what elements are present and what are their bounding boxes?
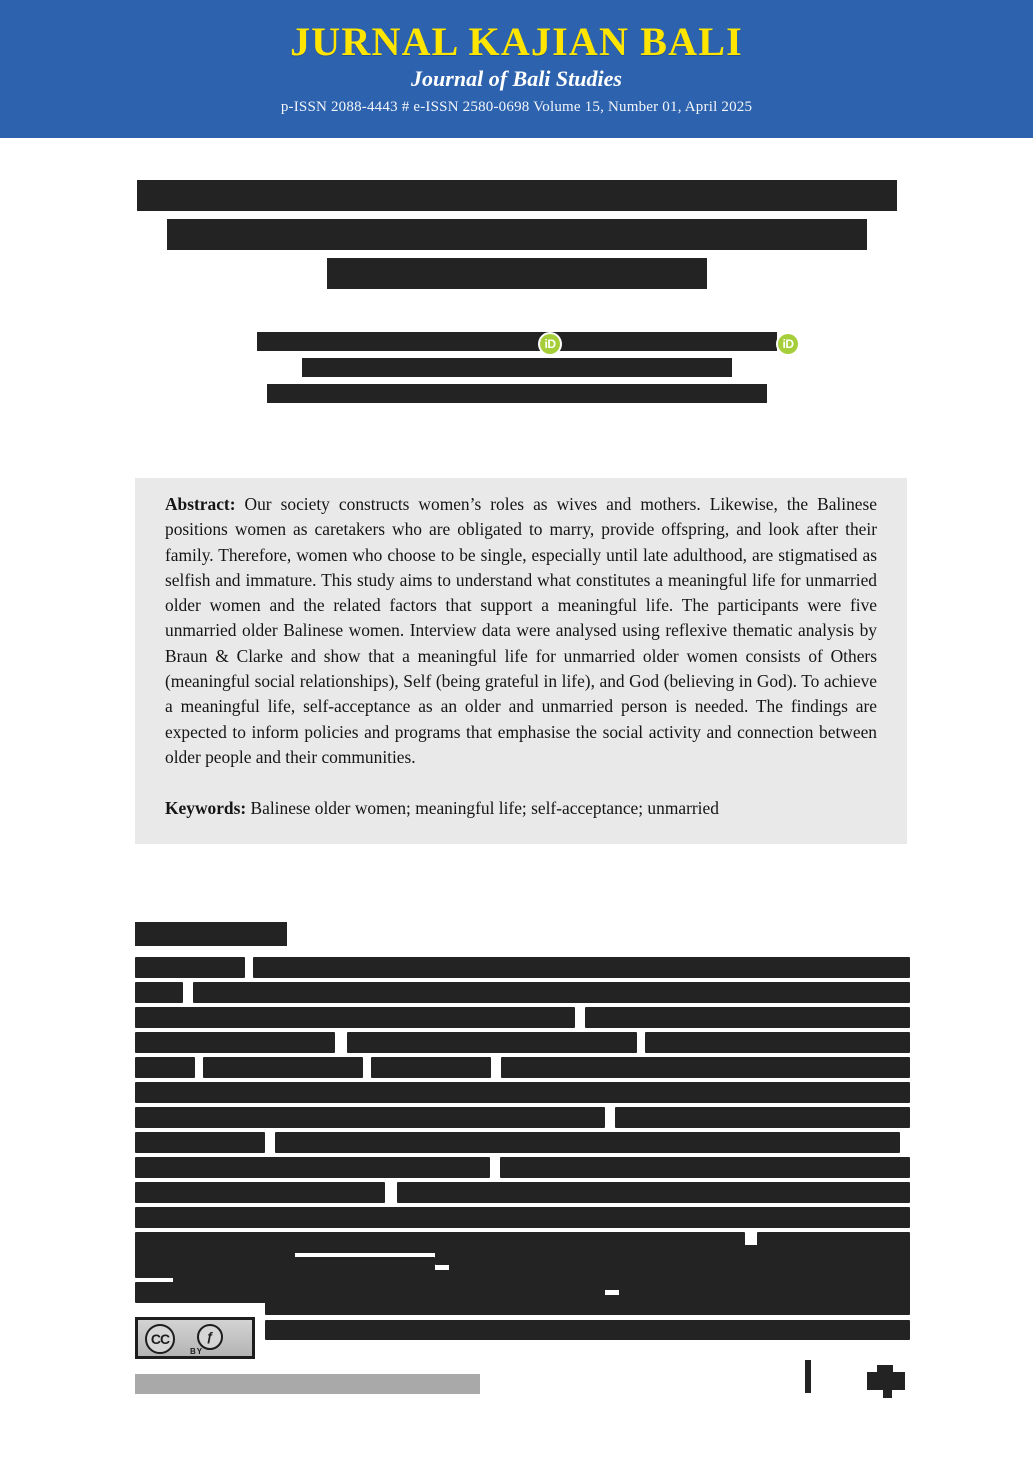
footer-line-2 xyxy=(135,1270,910,1290)
attribution-person-icon: ƒ xyxy=(197,1324,223,1350)
page-number-block xyxy=(867,1372,905,1390)
footer-line-1-seg-2 xyxy=(435,1245,910,1265)
keywords-paragraph xyxy=(165,796,877,821)
body-line-4-seg-3 xyxy=(645,1032,910,1053)
body-line-10-seg-2 xyxy=(397,1182,910,1203)
body-line-8-seg-1 xyxy=(135,1132,265,1153)
body-line-5-seg-4 xyxy=(501,1057,910,1078)
body-line-5-seg-3 xyxy=(371,1057,491,1078)
body-line-4-seg-1 xyxy=(135,1032,335,1053)
title-line-1 xyxy=(137,180,897,211)
footer-line-4-seg-1 xyxy=(265,1320,910,1340)
author-line-2 xyxy=(302,358,732,377)
body-line-7-seg-1 xyxy=(135,1107,605,1128)
journal-title: JURNAL KAJIAN BALI xyxy=(290,19,743,64)
cc-by-label: BY xyxy=(190,1347,204,1356)
body-line-11 xyxy=(135,1207,910,1228)
page-rule-tick xyxy=(805,1360,811,1393)
body-line-5-seg-2 xyxy=(203,1057,363,1078)
page-number-redacted xyxy=(805,1360,935,1405)
abstract-label: Abstract: xyxy=(165,494,236,514)
body-line-4 xyxy=(135,1032,910,1053)
abstract-body: Our society constructs women’s roles as wives and mothers. Likewise, the Balinese positions women as caretakers who are obligated to marry, provide offspring, and look after their family. Therefore, women who choose to be single, especially until late adulthood, are stigmatised as selfish and immature. This study aims to understand what constitutes a meaningful life for unmarried older women and the related factors that support a meaningful life. The participants were five unmarried older Balinese women. Interview data were analysed using reflexive thematic analysis by Braun & Clarke and show that a meaningful life for unmarried older women consists of Others (meaningful social relationships), Self (being grateful in life), and God (believing in God). To achieve a meaningful life, self-acceptance as an older and unmarried person is needed. The findings are expected to inform policies and programs that emphasise the social activity and connection between older people and their communities. xyxy=(165,494,877,767)
footer-line-1-seg-1 xyxy=(135,1245,295,1265)
journal-issn-volume-line: p-ISSN 2088-4443 # e-ISSN 2580-0698 Volume 15, Number 01, April 2025 xyxy=(280,99,753,115)
body-line-3 xyxy=(135,1007,910,1028)
orcid-id-icon-1[interactable]: iD xyxy=(540,334,560,354)
title-line-2 xyxy=(167,219,867,250)
title-line-3 xyxy=(327,258,707,289)
orcid-id-icon-2[interactable]: iD xyxy=(778,334,798,354)
body-line-1-seg-2 xyxy=(253,957,910,978)
body-line-11-seg-1 xyxy=(135,1207,910,1228)
body-line-5 xyxy=(135,1057,910,1078)
body-line-2-seg-3 xyxy=(393,982,910,1003)
body-line-10-seg-1 xyxy=(135,1182,385,1203)
body-line-6 xyxy=(135,1082,910,1103)
cc-badge-inner xyxy=(138,1320,252,1356)
abstract-box xyxy=(135,478,907,844)
footer-line-3-seg-1 xyxy=(265,1295,910,1315)
body-line-8-seg-2 xyxy=(275,1132,900,1153)
author-line-3 xyxy=(267,384,767,403)
body-line-8 xyxy=(135,1132,910,1153)
footer-gray-redacted-bar xyxy=(135,1374,480,1394)
author-line-1 xyxy=(257,332,777,351)
body-line-2-seg-1 xyxy=(135,982,183,1003)
article-authors-redacted xyxy=(0,332,1033,410)
cc-icon: CC xyxy=(145,1324,175,1354)
body-line-7-seg-2 xyxy=(615,1107,910,1128)
keywords-label: Keywords: xyxy=(165,798,247,819)
body-line-4-seg-2 xyxy=(347,1032,637,1053)
body-line-1 xyxy=(135,957,910,978)
body-line-2 xyxy=(135,982,910,1003)
section-heading-redacted xyxy=(135,922,287,946)
body-line-9 xyxy=(135,1157,910,1178)
journal-masthead xyxy=(0,0,1033,138)
body-line-9-seg-1 xyxy=(135,1157,490,1178)
article-title-redacted xyxy=(0,180,1033,297)
creative-commons-license-badge[interactable] xyxy=(135,1317,255,1359)
body-line-5-seg-1 xyxy=(135,1057,195,1078)
keywords-list: Balinese older women; meaningful life; self-acceptance; unmarried xyxy=(250,798,719,819)
abstract-paragraph xyxy=(165,492,877,770)
body-line-7 xyxy=(135,1107,910,1128)
page-number-foot xyxy=(883,1389,892,1398)
footer-line-3 xyxy=(135,1295,910,1315)
footer-line-1 xyxy=(135,1245,910,1265)
body-line-6-seg-1 xyxy=(135,1082,910,1103)
body-line-1-seg-1 xyxy=(135,957,245,978)
footer-line-2-seg-1 xyxy=(173,1270,910,1290)
body-line-10 xyxy=(135,1182,910,1203)
body-line-3-seg-1 xyxy=(135,1007,575,1028)
body-line-3-seg-2 xyxy=(585,1007,910,1028)
body-line-9-seg-2 xyxy=(500,1157,910,1178)
journal-subtitle: Journal of Bali Studies xyxy=(411,66,622,91)
